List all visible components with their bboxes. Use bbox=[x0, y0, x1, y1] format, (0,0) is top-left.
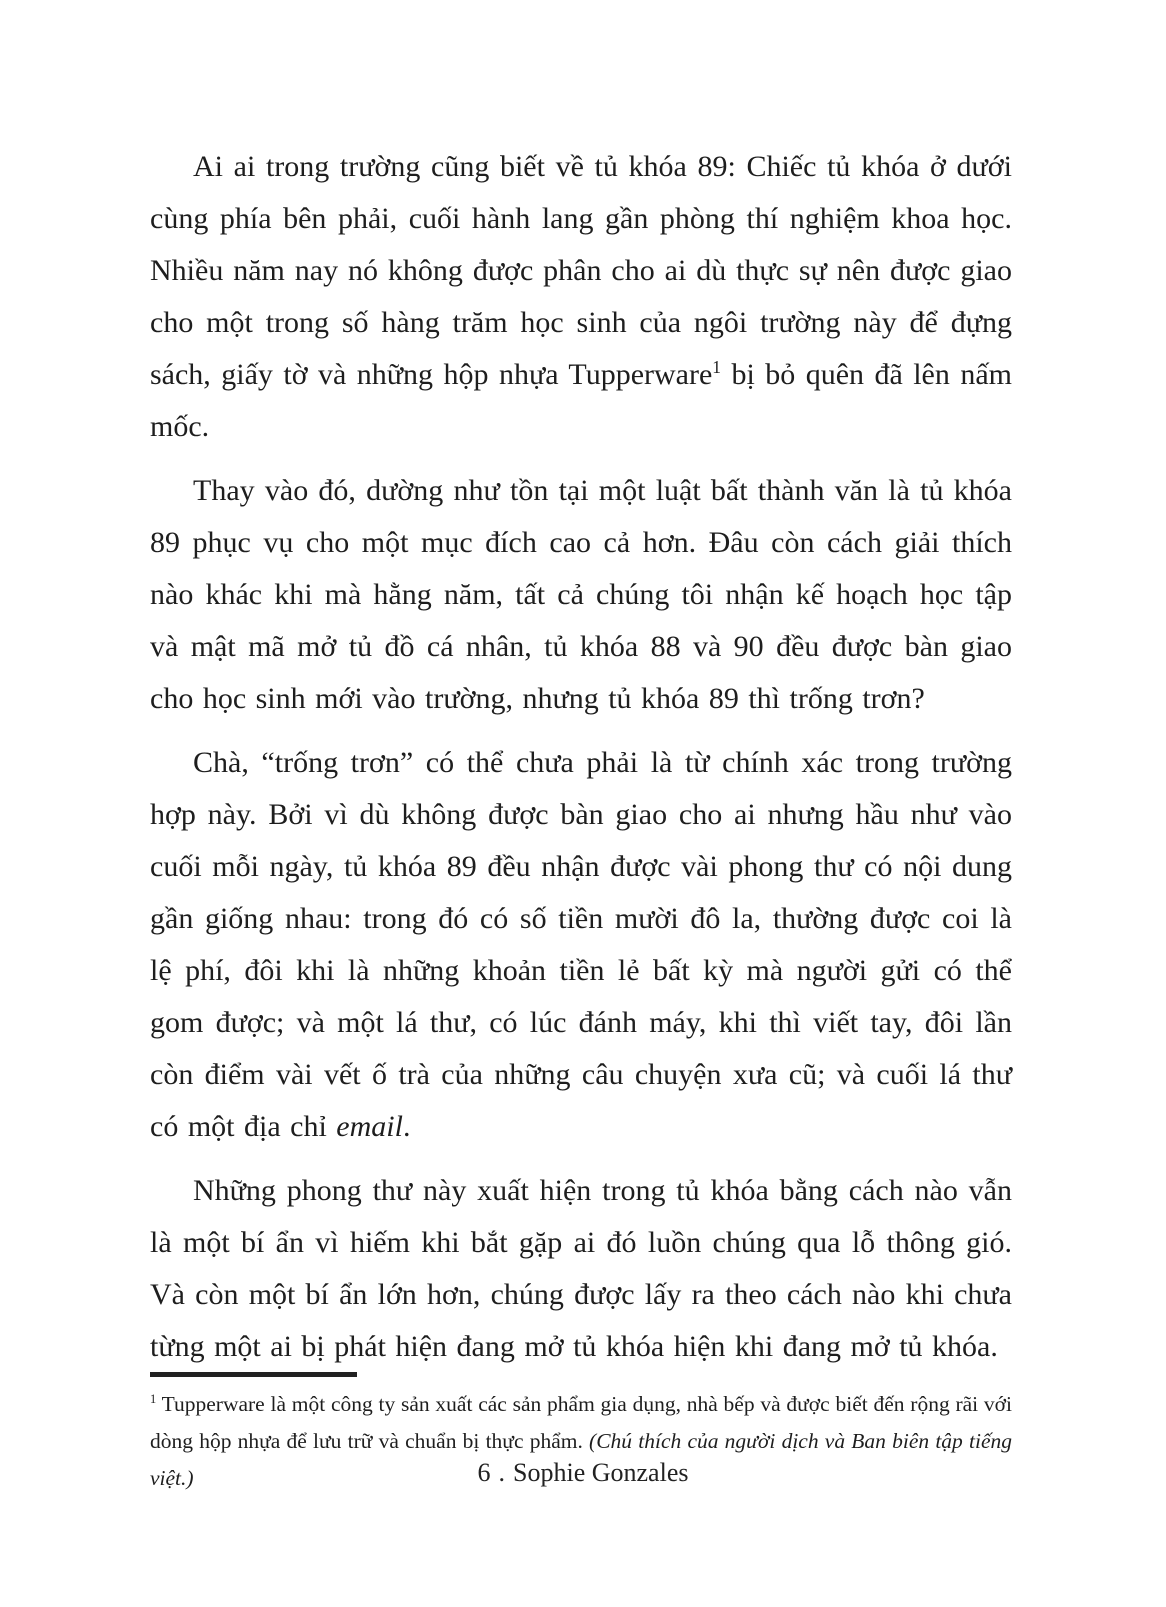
footnote-separator-rule bbox=[150, 1372, 357, 1377]
paragraph: Thay vào đó, dường như tồn tại một luật bất thành văn là tủ khóa 89 phục vụ cho một mục đích cao cả hơn. Đâu còn cách giải thích nào khác khi mà hằng năm, tất cả chúng tôi nhận kế hoạch học tập và mật mã mở tủ đồ cá nhân, tủ khóa 88 và 90 đều được bàn giao cho học sinh mới vào trường, nhưng tủ khóa 89 thì trống trơn? bbox=[150, 474, 1012, 715]
page-body bbox=[150, 141, 1012, 1385]
footer-separator: . bbox=[498, 1458, 506, 1487]
paragraph: Chà, “trống trơn” có thể chưa phải là từ chính xác trong trường hợp này. Bởi vì dù không được bàn giao cho ai nhưng hầu như vào cuối mỗi ngày, tủ khóa 89 đều nhận được vài phong thư có nội dung gần giống nhau: trong đó có số tiền mười đô la, thường được coi là lệ phí, đôi khi là những khoản tiền lẻ bất kỳ mà người gửi có thể gom được; và một lá thư, có lúc đánh máy, khi thì viết tay, đôi lần còn điểm vài vết ố trà của những câu chuyện xưa cũ; và cuối lá thư có một địa chỉ email. bbox=[150, 746, 1012, 1143]
page-number: 6 bbox=[477, 1458, 491, 1487]
paragraph: Ai ai trong trường cũng biết về tủ khóa 89: Chiếc tủ khóa ở dưới cùng phía bên phải, cuối hành lang gần phòng thí nghiệm khoa học. Nhiều năm nay nó không được phân cho ai dù thực sự nên được giao cho một trong số hàng trăm học sinh của ngôi trường này để đựng sách, giấy tờ và những hộp nhựa Tupperware$^1$ bị bỏ quên đã lên nấm mốc. bbox=[150, 150, 1012, 443]
paragraph: Những phong thư này xuất hiện trong tủ khóa bằng cách nào vẫn là một bí ẩn vì hiếm khi bắt gặp ai đó luồn chúng qua lỗ thông gió. Và còn một bí ẩn lớn hơn, chúng được lấy ra theo cách nào khi chưa từng một ai bị phát hiện đang mở tủ khóa hiện khi đang mở tủ khóa. bbox=[150, 1174, 1012, 1363]
author-name: Sophie Gonzales bbox=[513, 1458, 689, 1487]
footnote-text: $^1$ Tupperware là một công ty sản xuất các sản phẩm gia dụng, nhà bếp và được biết đến rộng rãi với dòng hộp nhựa để lưu trữ và chuẩn bị thực phẩm. (Chú thích của người dịch và Ban biên tập tiếng việt.) bbox=[150, 1391, 1012, 1490]
paragraph-list bbox=[150, 141, 1012, 1373]
page-footer bbox=[0, 1458, 1166, 1488]
footnote-marker: 1 bbox=[150, 1391, 157, 1406]
